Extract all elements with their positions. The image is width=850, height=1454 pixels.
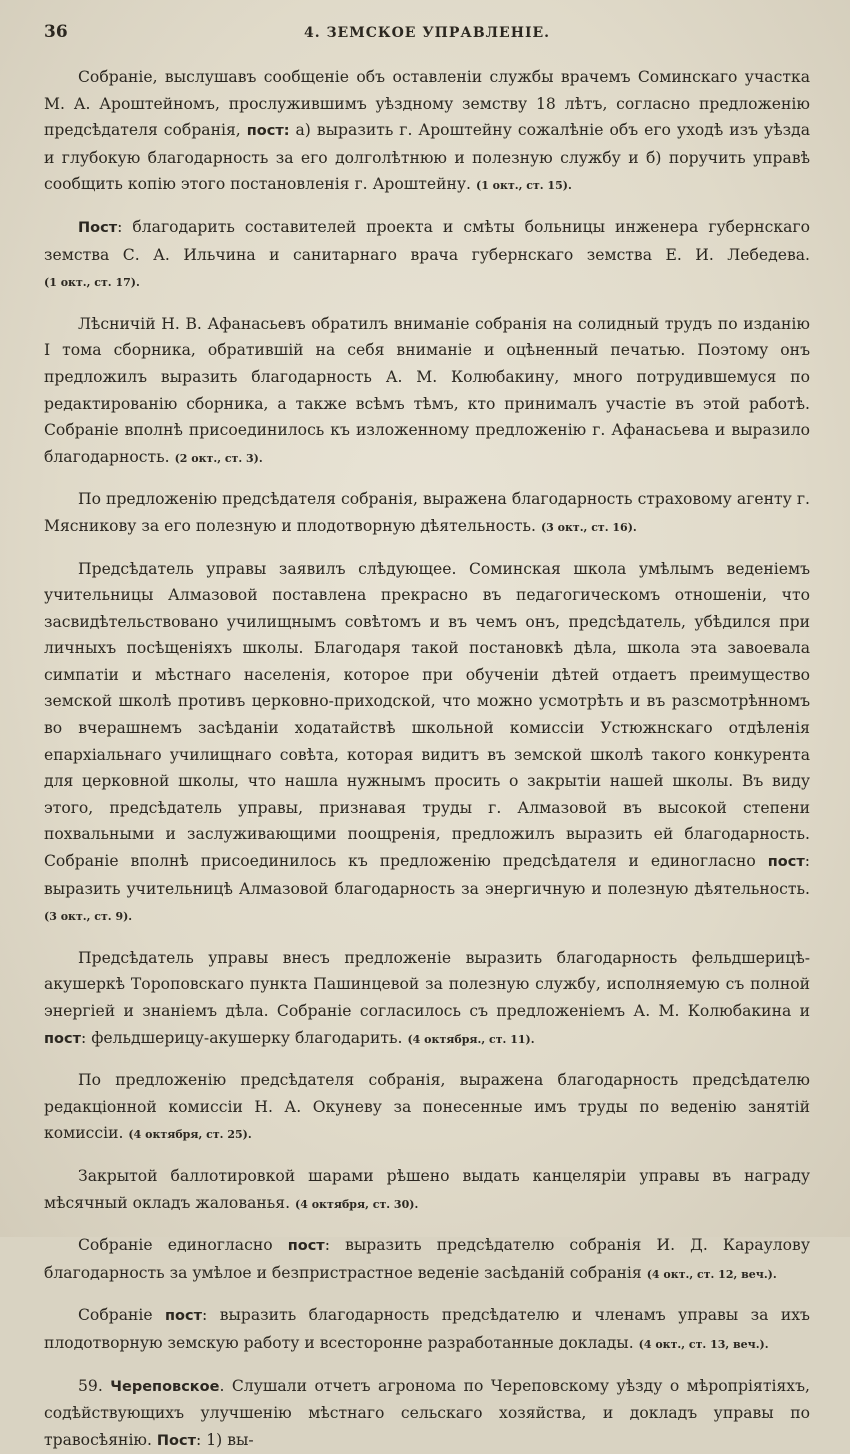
source-reference: (3 окт., ст. 16).	[540, 520, 637, 534]
paragraph-text: : выразить предсѣдателю собранія И. Д. Караулову благодарность за умѣлое и безпристрастное веденіе засѣданій собранія	[44, 1236, 811, 1282]
paragraph-text: : выразить благодарность предсѣдателю и членамъ управы за ихъ плодотворную земскую работу и всесторонне разработанные доклады.	[44, 1306, 810, 1352]
keyword-resolution: пост	[165, 1308, 203, 1325]
source-reference: (4 окт., ст. 13, веч.).	[638, 1337, 769, 1351]
keyword-resolution: пост	[44, 1030, 81, 1047]
paragraph-text: 59.	[78, 1376, 111, 1395]
keyword-resolution: Череповское	[110, 1378, 220, 1395]
paragraph-text: Собраніе	[78, 1306, 166, 1325]
paragraph	[44, 1302, 810, 1358]
paragraph	[44, 1232, 810, 1288]
body-text	[44, 64, 810, 1454]
keyword-resolution: пост:	[246, 123, 290, 140]
source-reference: (1 окт., ст. 15).	[475, 179, 572, 193]
keyword-resolution: Пост	[156, 1432, 197, 1449]
keyword-resolution: пост	[287, 1238, 325, 1255]
keyword-resolution: пост	[767, 854, 805, 871]
source-reference: (4 октября, ст. 30).	[295, 1197, 419, 1211]
page-header	[44, 22, 810, 56]
page-number: 36	[44, 22, 68, 42]
paragraph	[44, 1373, 810, 1454]
paragraph	[44, 1163, 810, 1218]
paragraph	[44, 64, 810, 200]
source-reference: (4 окт., ст. 12, веч.).	[646, 1267, 777, 1281]
paragraph-text: Закрытой баллотировкой шарами рѣшено выдать канцеляріи управы въ награду мѣсячный окладъ жалованья.	[44, 1166, 810, 1212]
source-reference: (4 октября, ст. 25).	[128, 1128, 252, 1142]
paragraph-text: Лѣсничій Н. В. Афанасьевъ обратилъ вниманіе собранія на солидный трудъ по изданію I тома сборника, обратившій на себя вниманіе и оцѣненный печатью. Поэтому онъ предложилъ выразить благодарность А. М. Колюбакину, много потрудившемуся по редактированію сборника, а также всѣмъ тѣмъ, кто принималъ участіе въ этой работѣ. Собраніе вполнѣ присоединилось къ изложенному предложенію г. Афанасьева и выразило благодарность.	[44, 314, 810, 466]
running-title: 4. ЗЕМСКОЕ УПРАВЛЕНІЕ.	[303, 25, 551, 41]
paragraph-text: : благодарить составителей проекта и смѣты больницы инженера губернскаго земства С. А. Ильчина и санитарнаго врача губернскаго земства Е. И. Лебедева.	[44, 217, 810, 264]
paragraph	[44, 556, 810, 931]
source-reference: (4 октября., ст. 11).	[407, 1032, 535, 1046]
paragraph-text: а) выразить г. Ароштейну сожалѣніе объ его уходѣ изъ уѣзда и глубокую благодарность за его долголѣтнюю и полезную службу и б) поручить управѣ сообщить копію этого постановленія г. Ароштейну.	[44, 121, 811, 194]
source-reference: (1 окт., ст. 17).	[44, 276, 140, 290]
source-reference: (3 окт., ст. 9).	[44, 910, 133, 924]
paragraph	[44, 1067, 810, 1149]
paragraph	[44, 945, 810, 1053]
paragraph-text: : 1) вы-	[196, 1430, 254, 1449]
paragraph	[44, 311, 810, 473]
paragraph-text: Предсѣдатель управы внесъ предложеніе выразить благодарность фельдшерицѣ-акушеркѣ Тороповскаго пункта Пашинцевой за полезную службу, исполняемую съ полной энергіей и знаніемъ дѣла. Собраніе согласилось съ предложеніемъ А. М. Колюбакина и	[44, 948, 810, 1020]
source-reference: (2 окт., ст. 3).	[174, 451, 263, 465]
paragraph-text: : фельдшерицу-акушерку благодарить.	[80, 1028, 408, 1047]
paragraph-text: : выразить учительницѣ Алмазовой благодарность за энергичную и полезную дѣятельность.	[44, 852, 810, 898]
paragraph	[44, 486, 810, 541]
paragraph-text: Собраніе, выслушавъ сообщеніе объ оставленіи службы врачемъ Соминскаго участка М. А. Ароштейномъ, прослужившимъ уѣздному земству 18 лѣтъ, согласно предложенію предсѣдателя собранія,	[44, 68, 810, 140]
paragraph-text: Собраніе единогласно	[78, 1236, 288, 1255]
paragraph-text: По предложенію предсѣдателя собранія, выражена благодарность страховому агенту г. Мясникову за его полезную и плодотворную дѣятельность.	[44, 490, 810, 535]
keyword-resolution: Пост	[78, 219, 118, 236]
paragraph-text: . Слушали отчетъ агронома по Череповскому уѣзду о мѣропріятіяхъ, содѣйствующихъ улучшенію мѣстнаго сельскаго хозяйства, и докладъ управы по травосѣянію.	[44, 1376, 810, 1449]
paragraph-text: По предложенію предсѣдателя собранія, выражена благодарность предсѣдателю редакціонной комиссіи Н. А. Окуневу за понесенные имъ труды по веденію занятій комиссіи.	[44, 1071, 810, 1143]
paragraph-text: Предсѣдатель управы заявилъ слѣдующее. Соминская школа умѣлымъ веденіемъ учительницы Алмазовой поставлена прекрасно въ педагогическомъ отношеніи, что засвидѣтельствовано училищнымъ совѣтомъ и въ чемъ онъ, предсѣдатель, убѣдился при личныхъ посѣщеніяхъ школы. Благодаря такой постановкѣ дѣла, школа эта завоевала симпатіи и мѣстнаго населенія, которое при обученіи дѣтей отдаетъ преимущество земской школѣ противъ церковно-приходской, что можно усмотрѣть и въ разсмотрѣнномъ во вчерашнемъ засѣданіи ходатайствѣ школьной комиссіи Устюжнскаго отдѣленія епархіальнаго училищнаго совѣта, которая видитъ въ земской школѣ такого конкурента для церковной школы, что нашла нужнымъ просить о закрытіи нашей школы. Въ виду этого, предсѣдатель управы, признавая труды г. Алмазовой въ высокой степени похвальными и заслуживающими поощренія, предложилъ выразить ей благодарность. Собраніе вполнѣ присоединилось къ предложенію предсѣдателя и единогласно	[44, 559, 810, 871]
paragraph	[44, 214, 810, 297]
